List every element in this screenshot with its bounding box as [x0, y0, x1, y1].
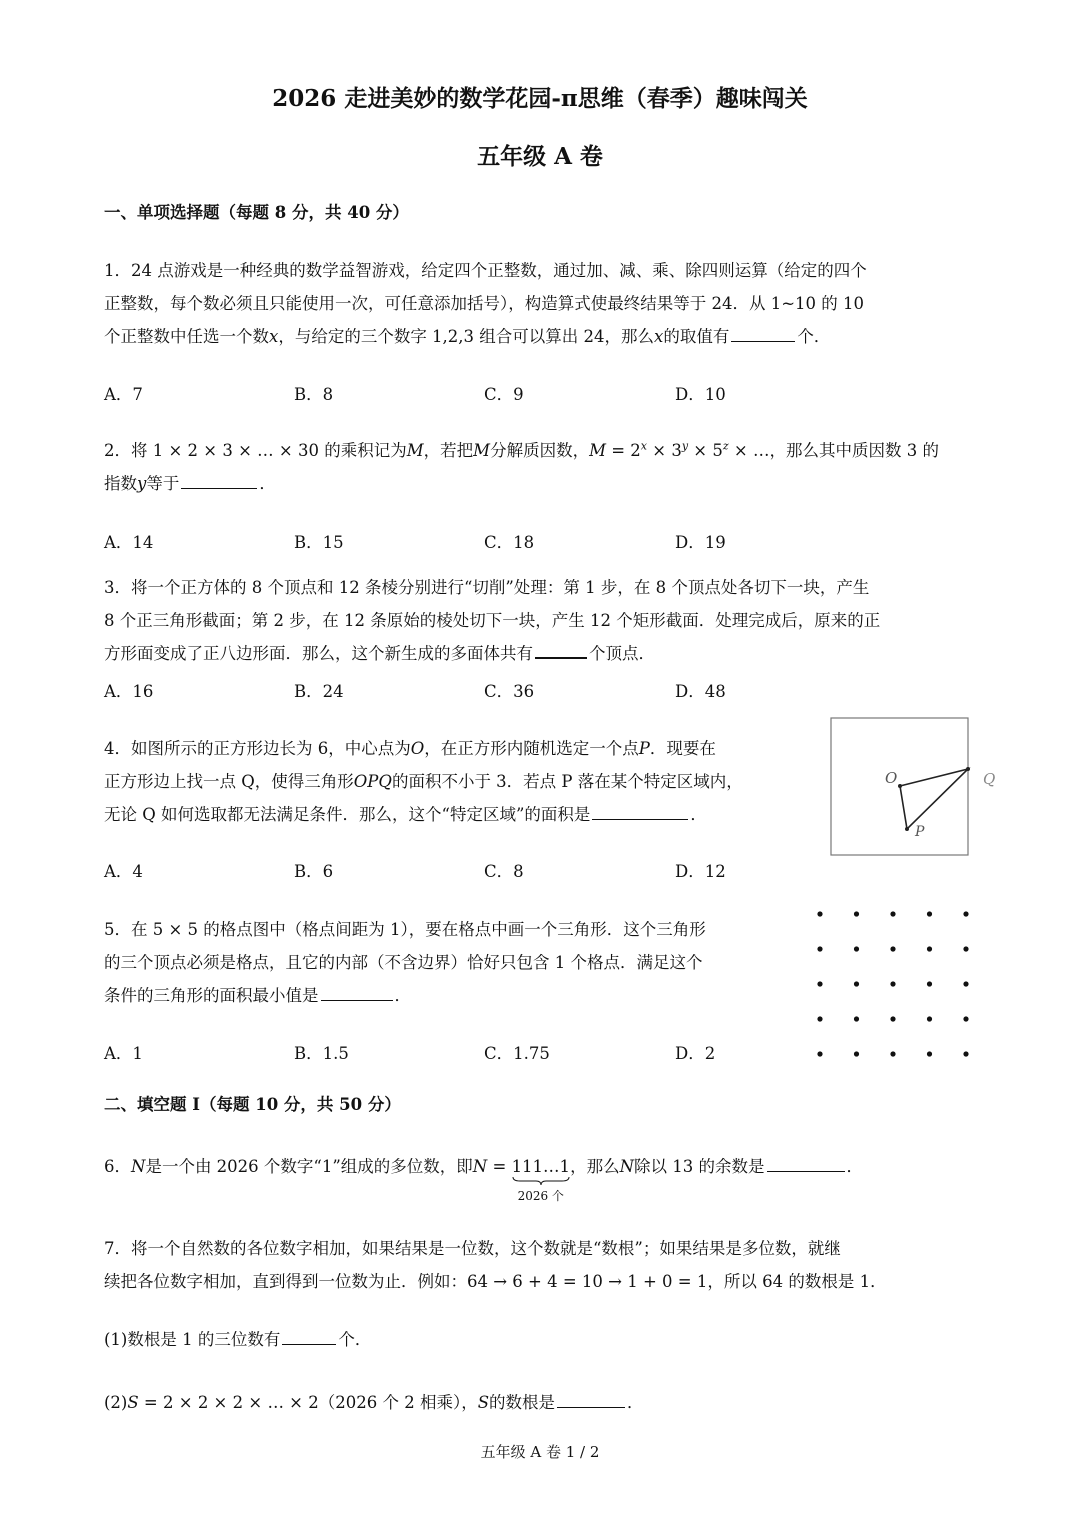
var-y: y: [137, 474, 147, 493]
q5-option-d[interactable]: D．2: [675, 1044, 716, 1063]
q4-text: 4．如图所示的正方形边长为 6，中心点为: [104, 739, 411, 758]
answer-blank[interactable]: [181, 472, 257, 490]
q4-text: ．现要在: [649, 739, 716, 758]
var-o: O: [410, 739, 425, 758]
lattice-point: [927, 946, 932, 951]
q1-line-2: 正整数，每个数必须且只能使用一次，可任意添加括号），构造算式使最终结果等于 24．从 1~10 的 10: [104, 294, 865, 313]
exam-title: 2026 走进美妙的数学花园-π思维（春季）趣味闯关: [272, 85, 808, 112]
var-x: x: [269, 327, 279, 346]
lattice-grid-figure: [810, 904, 980, 1066]
lattice-point: [963, 911, 968, 916]
q2-text: × 3: [647, 441, 682, 460]
underbrace-label: 2026 个: [517, 1189, 564, 1203]
q2-text: × 5: [688, 441, 723, 460]
underbrace-number: [511, 1157, 571, 1203]
q7-sub-1: [104, 1326, 371, 1350]
var-opq: OPQ: [353, 772, 392, 791]
q6-text: 6．: [104, 1157, 131, 1176]
q5-option-c[interactable]: C．1.75: [484, 1044, 550, 1063]
lattice-point: [890, 1051, 895, 1056]
q7-text: 的数根是: [489, 1393, 556, 1412]
q1-line-3: [104, 323, 830, 347]
var-n: N: [619, 1157, 634, 1176]
var-s: S: [477, 1393, 490, 1412]
q1-text: 的取值有: [663, 327, 730, 346]
lattice-point: [854, 946, 859, 951]
q2-option-c[interactable]: C．18: [484, 533, 535, 552]
lattice-point: [854, 911, 859, 916]
q2-text: 2．将 1 × 2 × 3 × … × 30 的乘积记为: [104, 441, 407, 460]
lattice-point: [890, 1016, 895, 1021]
q2-text: ，若把: [423, 441, 474, 460]
q2-text: 等于: [146, 474, 180, 493]
q6-text: =: [487, 1157, 512, 1176]
q3-text: 方形面变成了正八边形面．那么，这个新生成的多面体共有: [104, 644, 533, 663]
lattice-point: [817, 981, 822, 986]
q7-sub-2: [104, 1389, 644, 1413]
q1-option-c[interactable]: C．9: [484, 385, 524, 404]
q4-line-3: [104, 801, 707, 825]
q1-option-b[interactable]: B．8: [294, 385, 334, 404]
label-o: O: [885, 769, 898, 787]
q7-text: = 2 × 2 × 2 × … × 2（2026 个 2 相乘），: [138, 1393, 478, 1412]
lattice-point: [854, 1016, 859, 1021]
q3-option-d[interactable]: D．48: [675, 682, 726, 701]
point-o: [898, 784, 902, 788]
q4-text: 正方形边上找一点 Q，使得三角形: [104, 772, 354, 791]
var-n: N: [131, 1157, 146, 1176]
lattice-point: [927, 981, 932, 986]
q4-option-d[interactable]: D．12: [675, 862, 726, 881]
q2-text: × …，那么其中质因数 3 的: [728, 441, 939, 460]
point-q: [966, 767, 970, 771]
q2-option-b[interactable]: B．15: [294, 533, 344, 552]
q1-text: ，与给定的三个数字 1,2,3 组合可以算出 24，那么: [278, 327, 655, 346]
q3-line-3: [104, 640, 655, 664]
q5-text: 条件的三角形的面积最小值是: [104, 986, 319, 1005]
answer-blank[interactable]: [767, 1155, 845, 1173]
q2-option-d[interactable]: D．19: [675, 533, 726, 552]
q4-text: 无论 Q 如何选取都无法满足条件．那么，这个“特定区域”的面积是: [104, 805, 591, 824]
lattice-point: [963, 946, 968, 951]
q3-line-1: 3．将一个正方体的 8 个顶点和 12 条棱分别进行“切削”处理：第 1 步，在 8 个顶点处各切下一块，产生: [104, 578, 870, 597]
square-figure: [825, 712, 1015, 862]
lattice-point: [963, 981, 968, 986]
q5-line-1: 5．在 5 × 5 的格点图中（格点间距为 1），要在格点中画一个三角形．这个三角形: [104, 920, 706, 939]
answer-blank[interactable]: [592, 803, 688, 821]
q6-text: 除以 13 的余数是: [634, 1157, 765, 1176]
exp-z: z: [722, 439, 729, 453]
var-x: x: [654, 327, 664, 346]
label-p: P: [915, 824, 925, 840]
q5-line-3: [104, 982, 411, 1006]
q1-text: 个．: [797, 327, 831, 346]
q2-text: ．: [259, 474, 276, 493]
answer-blank[interactable]: [557, 1391, 625, 1409]
lattice-point: [927, 1016, 932, 1021]
q4-option-b[interactable]: B．6: [294, 862, 334, 881]
q4-text: ．: [690, 805, 707, 824]
lattice-point: [817, 1051, 822, 1056]
lattice-point: [854, 981, 859, 986]
q6-text: ．: [846, 1157, 863, 1176]
exp-y: y: [681, 439, 689, 453]
q4-option-c[interactable]: C．8: [484, 862, 524, 881]
q2-option-a[interactable]: A．14: [104, 533, 154, 552]
lattice-point: [890, 981, 895, 986]
q4-line-1: [104, 735, 716, 759]
lattice-point: [927, 1051, 932, 1056]
lattice-point: [927, 911, 932, 916]
q5-option-b[interactable]: B．1.5: [294, 1044, 349, 1063]
q5-text: ．: [394, 986, 411, 1005]
q4-text: ，在正方形内随机选定一个点: [424, 739, 639, 758]
lattice-point: [817, 946, 822, 951]
lattice-point: [890, 946, 895, 951]
q6-text: ，那么: [570, 1157, 620, 1176]
q7-text: (1)数根是 1 的三位数有: [104, 1330, 281, 1349]
underbrace-icon: [512, 1176, 570, 1186]
q7-line-1: 7．将一个自然数的各位数字相加，如果结果是一位数，这个数就是“数根”；如果结果是多位数，就继: [104, 1239, 841, 1258]
repunit-number: 111…1: [511, 1157, 571, 1176]
exp-x: x: [640, 439, 648, 453]
q2-text: 分解质因数，: [490, 441, 590, 460]
lattice-point: [890, 911, 895, 916]
q6-text: 是一个由 2026 个数字“1”组成的多位数，即: [145, 1157, 473, 1176]
point-p: [905, 827, 909, 831]
answer-blank[interactable]: [321, 984, 393, 1002]
var-m: M: [589, 441, 606, 460]
q2-text: = 2: [605, 441, 641, 460]
q7-text: ．: [627, 1393, 644, 1412]
var-s: S: [127, 1393, 139, 1412]
q6-line-1: [104, 1153, 863, 1203]
page-footer: 五年级 A 卷 1 / 2: [480, 1443, 600, 1461]
q3-line-2: 8 个正三角形截面；第 2 步，在 12 条原始的棱处切下一块，产生 12 个矩形截面．处理完成后，原来的正: [104, 611, 881, 630]
q5-line-2: 的三个顶点必须是格点，且它的内部（不含边界）恰好只包含 1 个格点．满足这个: [104, 953, 703, 972]
var-n: N: [472, 1157, 488, 1176]
q1-line-1: 1．24 点游戏是一种经典的数学益智游戏，给定四个正整数，通过加、减、乘、除四则运算（给定的四个: [104, 261, 867, 280]
answer-blank[interactable]: [731, 325, 795, 343]
var-m: M: [406, 441, 424, 460]
q4-text: 的面积不小于 3．若点 P 落在某个特定区域内，: [391, 772, 743, 791]
q2-line-1: [104, 437, 939, 461]
q4-option-a[interactable]: A．4: [104, 862, 143, 881]
label-q: Q: [983, 770, 996, 788]
triangle-opq: [900, 769, 968, 829]
q4-line-2: [104, 768, 743, 792]
lattice-point: [817, 911, 822, 916]
answer-blank[interactable]: [282, 1328, 336, 1346]
q5-option-a[interactable]: A．1: [104, 1044, 143, 1063]
section-heading-choice: 一、单项选择题（每题 8 分，共 40 分）: [104, 203, 409, 222]
q1-text: 个正整数中任选一个数: [104, 327, 269, 346]
lattice-point: [817, 1016, 822, 1021]
q1-option-d[interactable]: D．10: [675, 385, 726, 404]
q7-text: 个．: [338, 1330, 372, 1349]
section-heading-fill: 二、填空题 I（每题 10 分，共 50 分）: [104, 1095, 401, 1114]
q3-option-b[interactable]: B．24: [294, 682, 344, 701]
answer-blank[interactable]: [535, 641, 587, 660]
lattice-point: [963, 1016, 968, 1021]
q7-line-2: 续把各位数字相加，直到得到一位数为止．例如：64 → 6 + 4 = 10 → 1 + 0 = 1，所以 64 的数根是 1．: [104, 1272, 887, 1291]
lattice-point: [963, 1051, 968, 1056]
q2-line-2: [104, 470, 276, 494]
q3-text: 个顶点．: [589, 644, 655, 663]
q3-option-a[interactable]: A．16: [104, 682, 154, 701]
exam-subtitle: 五年级 A 卷: [477, 143, 603, 170]
q3-option-c[interactable]: C．36: [484, 682, 535, 701]
var-m: M: [473, 441, 491, 460]
lattice-point: [854, 1051, 859, 1056]
var-p: P: [638, 739, 650, 758]
q1-option-a[interactable]: A．7: [104, 385, 143, 404]
q2-text: 指数: [104, 474, 137, 493]
q7-text: (2): [104, 1393, 128, 1412]
